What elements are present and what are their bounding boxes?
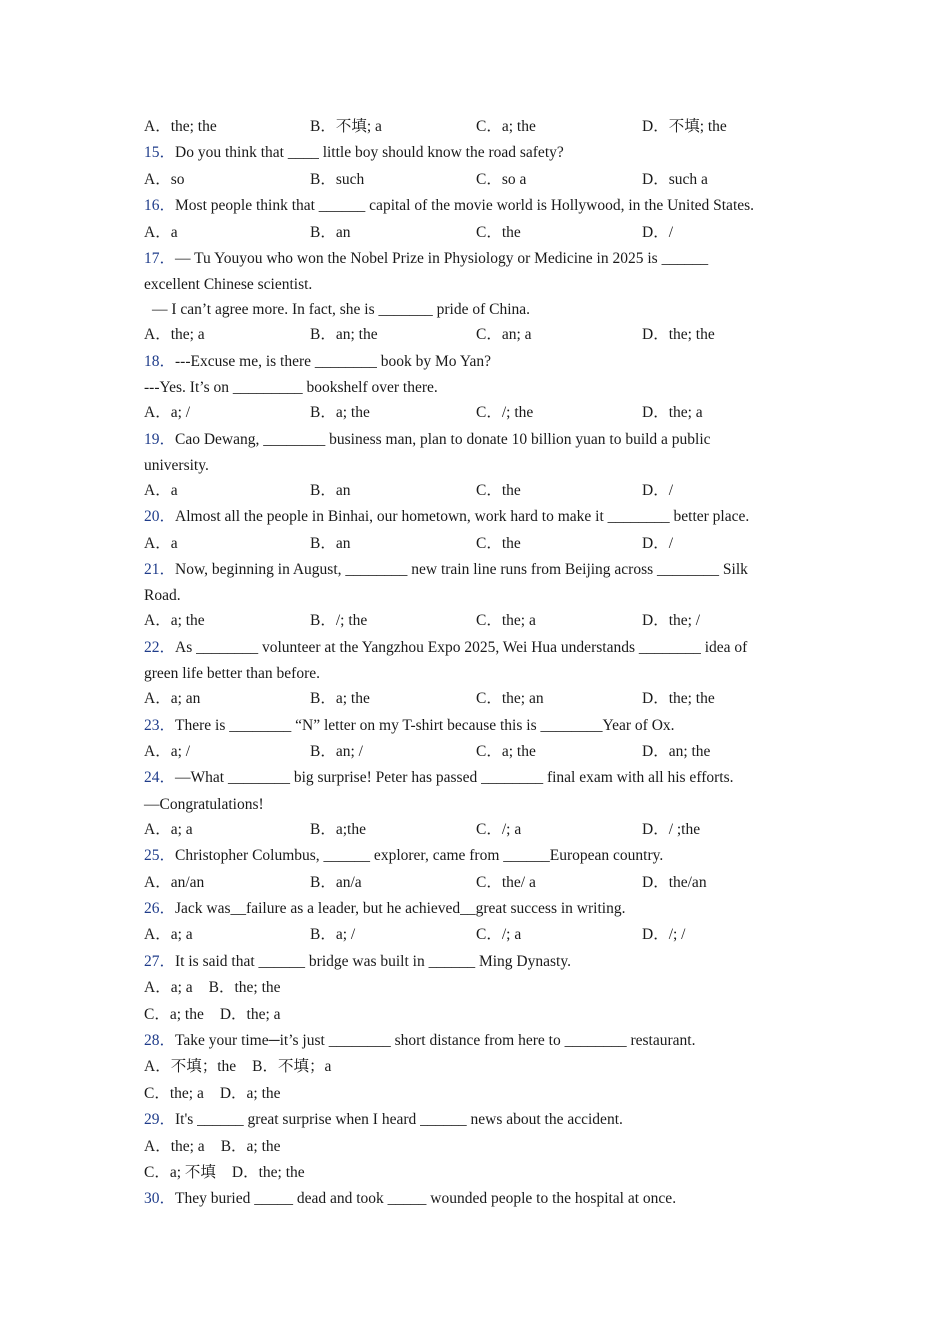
option-d[interactable]: D．the; the bbox=[642, 326, 715, 344]
question-number: 21． bbox=[144, 561, 176, 579]
options-row bbox=[144, 870, 804, 896]
option-c[interactable]: C．the bbox=[476, 223, 521, 241]
question-stem bbox=[144, 140, 804, 166]
option-b[interactable]: B．an bbox=[310, 223, 351, 241]
option-c[interactable]: C．the bbox=[476, 481, 521, 499]
question-number: 18． bbox=[144, 352, 176, 370]
option-b[interactable]: B．an bbox=[310, 481, 351, 499]
option-c[interactable]: C．a; 不填 bbox=[144, 1163, 216, 1181]
question-list bbox=[144, 114, 804, 1213]
option-a[interactable]: A．a; a bbox=[144, 979, 193, 997]
question-stem bbox=[144, 765, 804, 791]
option-d[interactable]: D．/ bbox=[642, 534, 674, 552]
question-text: Now, beginning in August, ________ new train line runs from Beijing across ________ Silk bbox=[175, 561, 748, 579]
question-stem bbox=[144, 949, 804, 975]
question-number: 20． bbox=[144, 508, 176, 526]
option-d[interactable]: D．the; / bbox=[642, 612, 701, 630]
option-c[interactable]: C．the; an bbox=[476, 690, 544, 708]
option-c[interactable]: C．the; a bbox=[476, 612, 536, 630]
option-b[interactable]: B．a; the bbox=[310, 690, 370, 708]
option-d[interactable]: D．the/an bbox=[642, 873, 707, 891]
option-d[interactable]: D．such a bbox=[642, 170, 708, 188]
options-row bbox=[144, 608, 804, 634]
question-stem bbox=[144, 557, 804, 583]
option-d[interactable]: D．the; the bbox=[231, 1163, 305, 1181]
question-number: 26． bbox=[144, 899, 176, 917]
question-text: Take your time─it’s just ________ short distance from here to ________ restaurant. bbox=[175, 1031, 696, 1049]
question-stem bbox=[144, 427, 804, 453]
option-d[interactable]: D．不填; the bbox=[642, 118, 727, 135]
option-d[interactable]: D．/ ;the bbox=[642, 820, 701, 838]
option-b[interactable]: B．a; / bbox=[310, 926, 356, 944]
option-c[interactable]: C．a; the bbox=[476, 118, 536, 135]
question-text: It's ______ great surprise when I heard ______ news about the accident. bbox=[175, 1111, 623, 1129]
question-stem bbox=[144, 843, 804, 869]
option-a[interactable]: A．a; an bbox=[144, 690, 201, 708]
options-row bbox=[144, 167, 804, 193]
question-stem bbox=[144, 635, 804, 661]
option-c[interactable]: C．an; a bbox=[476, 326, 532, 344]
option-a[interactable]: A．an/an bbox=[144, 873, 205, 891]
question-stem bbox=[144, 1107, 804, 1133]
options-row bbox=[144, 1002, 804, 1028]
option-b[interactable]: B．不填；a bbox=[252, 1058, 332, 1076]
option-a[interactable]: A．a bbox=[144, 481, 178, 499]
option-b[interactable]: B．an bbox=[310, 534, 351, 552]
question-stem bbox=[144, 504, 804, 530]
option-b[interactable]: B．an; / bbox=[310, 743, 363, 761]
option-c[interactable]: C．/; the bbox=[476, 404, 534, 422]
question-text: — Tu Youyou who won the Nobel Prize in Physiology or Medicine in 2025 is ______ bbox=[175, 249, 709, 267]
question-text: They buried _____ dead and took _____ wounded people to the hospital at once. bbox=[175, 1190, 677, 1208]
question-stem bbox=[144, 713, 804, 739]
option-d[interactable]: D．a; the bbox=[219, 1084, 281, 1102]
question-number: 22． bbox=[144, 638, 176, 656]
question-text-continued: — I can’t agree more. In fact, she is _______ pride of China. bbox=[152, 301, 531, 319]
question-number: 23． bbox=[144, 716, 176, 734]
option-b[interactable]: B．/; the bbox=[310, 612, 368, 630]
question-number: 27． bbox=[144, 952, 176, 970]
question-text-continued: university. bbox=[144, 456, 209, 474]
question-text: Most people think that ______ capital of the movie world is Hollywood, in the United States. bbox=[175, 197, 755, 215]
question-number: 30． bbox=[144, 1190, 176, 1208]
question-text: Do you think that ____ little boy should know the road safety? bbox=[175, 144, 564, 162]
option-c[interactable]: C．so a bbox=[476, 170, 527, 188]
option-b[interactable]: B．不填; a bbox=[310, 118, 382, 135]
question-stem bbox=[144, 1186, 804, 1212]
option-d[interactable]: D．the; the bbox=[642, 690, 715, 708]
option-c[interactable]: C．the bbox=[476, 534, 521, 552]
question-text: ---Excuse me, is there ________ book by Mo Yan? bbox=[175, 352, 491, 370]
option-a[interactable]: A．the; a bbox=[144, 326, 205, 344]
question-number: 29． bbox=[144, 1111, 176, 1129]
question-text: Almost all the people in Binhai, our hometown, work hard to make it ________ better place. bbox=[175, 508, 750, 526]
options-row bbox=[144, 1081, 804, 1107]
options-row bbox=[144, 220, 804, 246]
options-row bbox=[144, 114, 804, 140]
option-b[interactable]: B．a; the bbox=[220, 1137, 281, 1155]
option-a[interactable]: A．a; a bbox=[144, 820, 193, 838]
options-row bbox=[144, 322, 804, 348]
question-stem bbox=[144, 349, 804, 375]
option-a[interactable]: A．the; the bbox=[144, 118, 217, 135]
option-c[interactable]: C．the; a bbox=[144, 1084, 204, 1102]
option-a[interactable]: A．a; a bbox=[144, 926, 193, 944]
option-a[interactable]: A．a; the bbox=[144, 612, 205, 630]
option-d[interactable]: D．/ bbox=[642, 481, 674, 499]
question-number: 19． bbox=[144, 430, 176, 448]
question-number: 28． bbox=[144, 1031, 176, 1049]
options-row bbox=[144, 817, 804, 843]
options-row bbox=[144, 1054, 804, 1080]
option-a[interactable]: A．so bbox=[144, 170, 185, 188]
question-text-continued: —Congratulations! bbox=[144, 795, 264, 813]
options-row bbox=[144, 400, 804, 426]
options-row bbox=[144, 1160, 804, 1186]
question-text: It is said that ______ bridge was built in ______ Ming Dynasty. bbox=[175, 952, 571, 970]
option-a[interactable]: A．a; / bbox=[144, 743, 191, 761]
option-c[interactable]: C．the/ a bbox=[476, 873, 536, 891]
question-number: 16． bbox=[144, 197, 176, 215]
option-b[interactable]: B．a; the bbox=[310, 404, 370, 422]
question-stem bbox=[144, 896, 804, 922]
question-number: 17． bbox=[144, 249, 176, 267]
options-row bbox=[144, 531, 804, 557]
option-b[interactable]: B．an; the bbox=[310, 326, 378, 344]
option-a[interactable]: A．a bbox=[144, 223, 178, 241]
options-row bbox=[144, 1134, 804, 1160]
option-c[interactable]: C．/; a bbox=[476, 926, 522, 944]
option-b[interactable]: B．such bbox=[310, 170, 365, 188]
option-c[interactable]: C．/; a bbox=[476, 820, 522, 838]
question-stem bbox=[144, 193, 804, 219]
option-b[interactable]: B．the; the bbox=[208, 979, 281, 997]
option-d[interactable]: D．/ bbox=[642, 223, 674, 241]
question-text-continued: green life better than before. bbox=[144, 665, 321, 683]
option-d[interactable]: D．the; a bbox=[642, 404, 703, 422]
options-row bbox=[144, 922, 804, 948]
question-number: 24． bbox=[144, 769, 176, 787]
question-stem bbox=[144, 1028, 804, 1054]
options-row bbox=[144, 478, 804, 504]
option-d[interactable]: D．/; / bbox=[642, 926, 686, 944]
option-b[interactable]: B．a;the bbox=[310, 820, 366, 838]
question-text: Christopher Columbus, ______ explorer, came from ______European country. bbox=[175, 847, 664, 865]
option-a[interactable]: A．不填；the bbox=[144, 1058, 237, 1076]
question-text-continued: ---Yes. It’s on _________ bookshelf over there. bbox=[144, 379, 438, 397]
option-a[interactable]: A．a; / bbox=[144, 404, 191, 422]
option-c[interactable]: C．a; the bbox=[476, 743, 536, 761]
options-row bbox=[144, 686, 804, 712]
question-number: 15． bbox=[144, 144, 176, 162]
question-text-continued: excellent Chinese scientist. bbox=[144, 276, 313, 294]
question-number: 25． bbox=[144, 847, 176, 865]
question-text-continued: Road. bbox=[144, 587, 181, 605]
question-text: There is ________ “N” letter on my T-shirt because this is ________Year of Ox. bbox=[175, 716, 675, 734]
options-row bbox=[144, 975, 804, 1001]
question-text: Jack was__failure as a leader, but he achieved__great success in writing. bbox=[175, 899, 626, 917]
question-text: As ________ volunteer at the Yangzhou Expo 2025, Wei Hua understands ________ idea of bbox=[175, 638, 748, 656]
option-a[interactable]: A．the; a bbox=[144, 1137, 205, 1155]
option-d[interactable]: D．the; a bbox=[219, 1005, 281, 1023]
question-text: Cao Dewang, ________ business man, plan to donate 10 billion yuan to build a public bbox=[175, 430, 711, 448]
option-b[interactable]: B．an/a bbox=[310, 873, 362, 891]
option-c[interactable]: C．a; the bbox=[144, 1005, 204, 1023]
question-stem bbox=[144, 246, 804, 272]
options-row bbox=[144, 739, 804, 765]
option-d[interactable]: D．an; the bbox=[642, 743, 711, 761]
option-a[interactable]: A．a bbox=[144, 534, 178, 552]
question-text: —What ________ big surprise! Peter has passed ________ final exam with all his efforts. bbox=[175, 769, 734, 787]
